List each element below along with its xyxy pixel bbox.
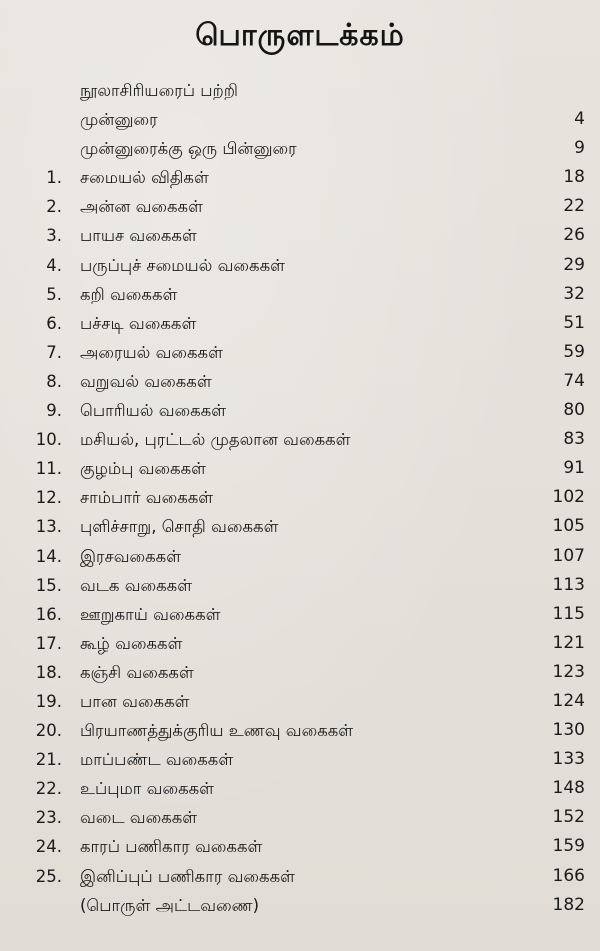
toc-entry [0, 687, 600, 716]
toc-entry-page-number: 113 [552, 574, 585, 595]
toc-entry-number: 18. [35, 662, 62, 682]
toc-entry [0, 600, 600, 629]
toc-entry [0, 658, 600, 687]
toc-entry-title: நூலாசிரியரைப் பற்றி [80, 81, 238, 100]
toc-entry-title: புளிச்சாறு, சொதி வகைகள் [80, 517, 279, 537]
toc-entry-page-number: 22 [563, 196, 585, 217]
toc-entry-title: உப்புமா வகைகள் [80, 779, 215, 799]
toc-entry-page-number: 59 [563, 341, 585, 362]
toc-entry-number: 8. [46, 371, 62, 391]
toc-entry-title: பச்சடி வகைகள் [80, 313, 197, 333]
toc-entry-page-number: 102 [552, 487, 585, 508]
toc-entry-title: சமையல் விதிகள் [80, 168, 209, 188]
toc-entry-number: 12. [35, 488, 62, 508]
toc-entry-page-number: 26 [563, 225, 585, 246]
toc-entry-number: 21. [35, 750, 62, 770]
toc-entry-number: 22. [35, 779, 62, 799]
toc-entry [0, 309, 600, 338]
toc-entry-number: 6. [46, 313, 62, 333]
toc-entry-number: 16. [35, 604, 62, 624]
toc-entry-title: அன்ன வகைகள் [80, 197, 203, 217]
toc-entry [0, 338, 600, 367]
toc-entry-number: 15. [35, 575, 62, 595]
toc-entry-page-number: 182 [552, 894, 585, 915]
toc-entry [0, 716, 600, 745]
toc-entry-page-number: 83 [563, 429, 585, 450]
toc-entry-page-number: 133 [552, 749, 585, 770]
toc-entry-title: (பொருள் அட்டவணை) [80, 895, 260, 915]
toc-entry [0, 832, 600, 861]
toc-entry-title: பாயச வகைகள் [80, 226, 197, 246]
toc-entry-page-number: 9 [574, 138, 585, 159]
toc-entry-page-number: 105 [552, 516, 585, 537]
toc-entry-title: கூழ் வகைகள் [80, 633, 183, 653]
toc-entry-page-number: 148 [552, 778, 585, 799]
toc-entry-page-number: 18 [563, 167, 585, 188]
toc-entry-number: 5. [46, 284, 62, 304]
toc-entry-title: பொரியல் வகைகள் [80, 401, 227, 421]
toc-entry-number: 11. [35, 459, 62, 479]
toc-entry-title: கஞ்சி வகைகள் [80, 662, 194, 682]
toc-entry-title: குழம்பு வகைகள் [80, 459, 207, 479]
toc-entry-page-number: 107 [552, 545, 585, 566]
toc-entry [0, 542, 600, 571]
toc-entry-number: 9. [46, 401, 62, 421]
toc-entry-number: 25. [35, 866, 62, 886]
toc-entry-number: 13. [35, 517, 62, 537]
toc-entry [0, 251, 600, 280]
toc-entry-title: பான வகைகள் [80, 691, 190, 711]
toc-entry-page-number: 124 [552, 690, 585, 711]
toc-entry-page-number: 159 [552, 836, 585, 857]
toc-entry-page-number: 130 [552, 720, 585, 741]
toc-entry-title: பிரயாணத்துக்குரிய உணவு வகைகள் [80, 721, 354, 741]
toc-entry [0, 163, 600, 192]
toc-entry-title: வடக வகைகள் [80, 575, 193, 595]
page-title: பொருளடக்கம் [195, 18, 405, 53]
toc-entry-number: 17. [35, 633, 62, 653]
toc-entry-number: 3. [46, 226, 62, 246]
toc-entry-number: 1. [46, 168, 62, 188]
toc-entry-number: 2. [46, 197, 62, 217]
toc-entry-title: வடை வகைகள் [80, 808, 198, 828]
toc-entry-number: 24. [35, 837, 62, 857]
toc-entry-page-number: 80 [563, 400, 585, 421]
toc-entry-number: 4. [46, 255, 62, 275]
toc-entry-page-number: 123 [552, 661, 585, 682]
toc-entry-page-number: 4 [574, 109, 585, 130]
toc-entry [0, 396, 600, 425]
toc-entry-title: காரப் பணிகார வகைகள் [80, 837, 263, 857]
toc-entry [0, 76, 600, 105]
toc-entry-number: 14. [35, 546, 62, 566]
toc-entry-number: 23. [35, 808, 62, 828]
table-of-contents [0, 76, 600, 920]
toc-entry-title: கறி வகைகள் [80, 284, 178, 304]
toc-entry [0, 483, 600, 512]
toc-entry-title: முன்னுரை [80, 110, 158, 130]
toc-entry [0, 367, 600, 396]
toc-entry-number: 10. [35, 430, 62, 450]
toc-entry [0, 280, 600, 309]
toc-entry-title: முன்னுரைக்கு ஒரு பின்னுரை [80, 139, 297, 159]
toc-entry-title: சாம்பார் வகைகள் [80, 488, 214, 508]
toc-entry-number: 19. [35, 691, 62, 711]
toc-entry [0, 571, 600, 600]
toc-entry [0, 629, 600, 658]
toc-entry [0, 774, 600, 803]
toc-entry-page-number: 152 [552, 807, 585, 828]
toc-entry-title: ஊறுகாய் வகைகள் [80, 604, 221, 624]
toc-entry [0, 862, 600, 891]
toc-entry [0, 192, 600, 221]
toc-entry-page-number: 29 [563, 254, 585, 275]
toc-entry [0, 105, 600, 134]
toc-entry-page-number: 121 [552, 632, 585, 653]
toc-entry-page-number: 32 [563, 283, 585, 304]
toc-entry [0, 891, 600, 920]
toc-entry [0, 454, 600, 483]
toc-entry-title: பருப்புச் சமையல் வகைகள் [80, 255, 286, 275]
toc-entry-page-number: 166 [552, 865, 585, 886]
toc-entry [0, 512, 600, 541]
toc-entry-title: மாப்பண்ட வகைகள் [80, 750, 234, 770]
toc-entry-title: இரசவகைகள் [80, 546, 182, 566]
toc-entry [0, 425, 600, 454]
toc-entry [0, 134, 600, 163]
toc-entry [0, 221, 600, 250]
toc-entry-number: 7. [46, 342, 62, 362]
toc-entry-page-number: 74 [563, 370, 585, 391]
toc-entry-title: அரையல் வகைகள் [80, 342, 223, 362]
toc-entry-title: இனிப்புப் பணிகார வகைகள் [80, 866, 296, 886]
toc-entry [0, 745, 600, 774]
toc-entry-page-number: 51 [563, 312, 585, 333]
toc-entry-page-number: 115 [552, 603, 585, 624]
toc-entry-title: மசியல், புரட்டல் முதலான வகைகள் [80, 430, 351, 450]
toc-entry-number: 20. [35, 721, 62, 741]
toc-entry-title: வறுவல் வகைகள் [80, 371, 212, 391]
toc-entry-page-number: 91 [563, 458, 585, 479]
toc-entry [0, 803, 600, 832]
